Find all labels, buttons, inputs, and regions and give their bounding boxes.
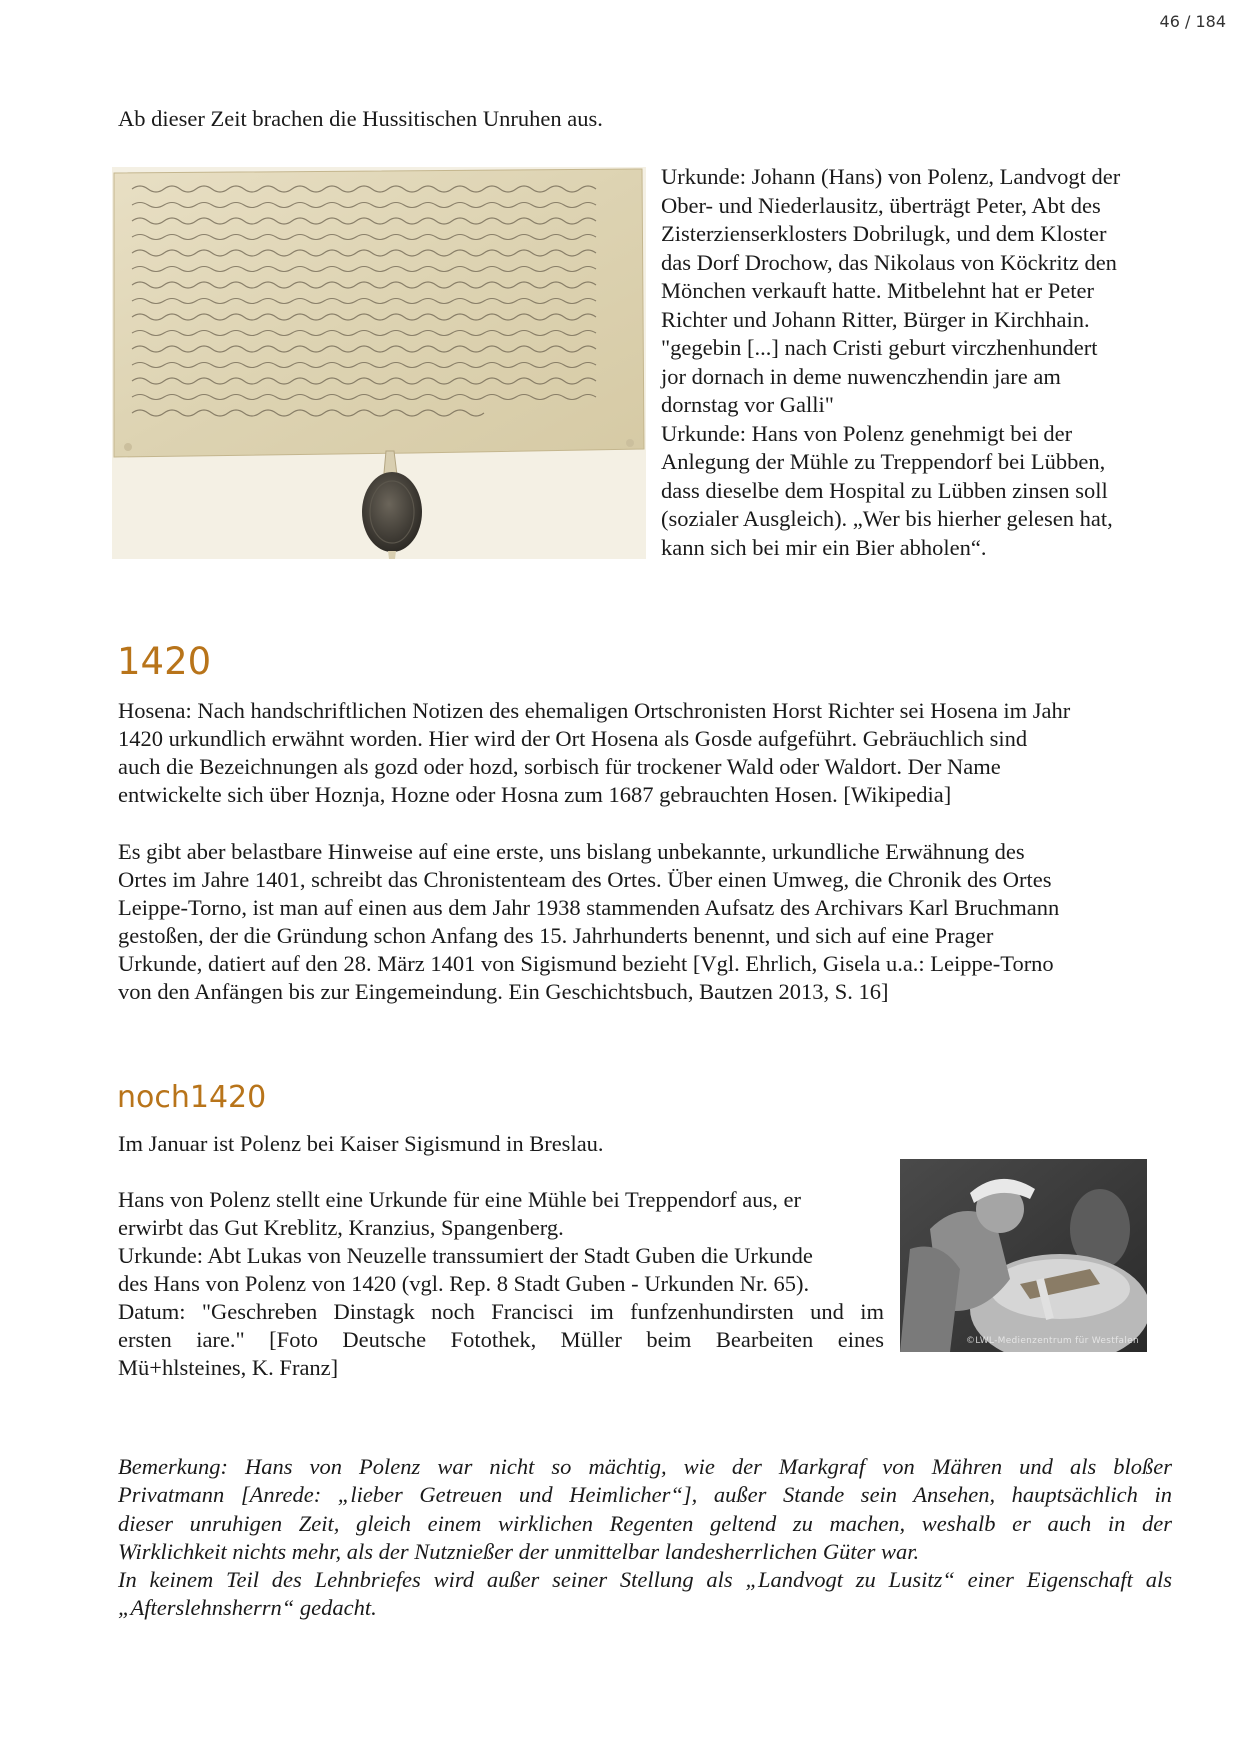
text-line: „Afterslehnsherrn“ gedacht.: [118, 1595, 377, 1621]
charter-line: dornstag vor Galli": [661, 392, 834, 417]
text-line: Leippe-Torno, ist man auf einen aus dem Jahr 1938 stammenden Aufsatz des Archivars Karl Bruchmann: [118, 895, 1060, 920]
text-line: von den Anfängen bis zur Eingemeindung. Ein Geschichtsbuch, Bautzen 2013, S. 16]: [118, 979, 889, 1004]
text-line: Hosena: Nach handschriftlichen Notizen des ehemaligen Ortschronisten Horst Richter sei Hosena im Jahr: [118, 698, 1071, 723]
charter-line: jor dornach in deme nuwenczhendin jare am: [661, 363, 1061, 389]
charter-line: "gegebin [...] nach Cristi geburt virczhenhundert: [661, 335, 1098, 360]
section-heading-1420: 1420: [117, 640, 212, 683]
text-line: Datum: "Geschreben Dinstagk noch Francisci im funfzenhundirsten und im: [118, 1299, 884, 1324]
text-line: Ortes im Jahre 1401, schreibt das Chronistenteam des Ortes. Über einen Umweg, die Chronik des Ortes: [118, 867, 1052, 892]
charter-line: kann sich bei mir ein Bier abholen“.: [661, 534, 987, 560]
text-line: In keinem Teil des Lehnbriefes wird außer seiner Stellung als „Landvogt zu Lusitz“ einer Eigenschaft als: [118, 1567, 1172, 1593]
text-line: Es gibt aber belastbare Hinweise auf eine erste, uns bislang unbekannte, urkundliche Erwähnung des: [118, 839, 1025, 864]
charter-line: Urkunde: Johann (Hans) von Polenz, Landvogt der: [661, 164, 1121, 189]
hosena-paragraph: [118, 697, 1172, 809]
charter-line: Urkunde: Hans von Polenz genehmigt bei der: [661, 420, 1073, 446]
intro-paragraph: Ab dieser Zeit brachen die Hussitischen Unruhen aus.: [118, 106, 603, 131]
text-line: Urkunde, datiert auf den 28. März 1401 von Sigismund bezieht [Vgl. Ehrlich, Gisela u.a.: Leippe-Torno: [118, 951, 1054, 976]
first-mention-paragraph: [118, 838, 1172, 1006]
section-heading-noch1420: noch1420: [117, 1080, 267, 1115]
charter-line: Ober- und Niederlausitz, überträgt Peter, Abt des: [661, 192, 1101, 218]
text-line: Hans von Polenz stellt eine Urkunde für eine Mühle bei Treppendorf aus, er: [118, 1187, 801, 1212]
photo-credit: ©LWL-Medienzentrum für Westfalen: [965, 1336, 1139, 1346]
charter-line: Anlegung der Mühle zu Treppendorf bei Lübben,: [661, 449, 1106, 474]
text-line: entwickelte sich über Hoznja, Hozne oder Hosna zum 1687 gebrauchten Hosen. [Wikipedia]: [118, 782, 952, 807]
breslau-paragraph: Im Januar ist Polenz bei Kaiser Sigismund in Breslau.: [118, 1131, 604, 1156]
text-line: auch die Bezeichnungen als gozd oder hozd, sorbisch für trockener Wald oder Waldort. Der Name: [118, 754, 1001, 779]
text-line: 1420 urkundlich erwähnt worden. Hier wird der Ort Hosena als Gosde aufgeführt. Gebräuchlich sind: [118, 726, 1028, 751]
miller-photo: [900, 1159, 1147, 1352]
text-line: Privatmann [Anrede: „lieber Getreuen und Heimlicher“], außer Stande sein Ansehen, hauptsächlich in: [118, 1482, 1172, 1508]
text-line: des Hans von Polenz von 1420 (vgl. Rep. 8 Stadt Guben - Urkunden Nr. 65).: [118, 1271, 810, 1296]
treppendorf-paragraph: [118, 1186, 884, 1382]
charter-line: Zisterzienserklosters Dobrilugk, und dem Kloster: [661, 221, 1107, 246]
text-line: dieser unruhigen Zeit, gleich einem wirklichen Regenten geltend zu machen, weshalb er auch in der: [118, 1510, 1172, 1536]
page-number: 46 / 184: [1159, 12, 1226, 31]
text-line: Wirklichkeit nichts mehr, als der Nutznießer der unmittelbar landesherrlichen Güter war.: [118, 1538, 920, 1564]
text-line: gestoßen, der die Gründung schon Anfang des 15. Jahrhunderts benennt, und sich auf eine Prager: [118, 923, 994, 948]
text-line: erwirbt das Gut Kreblitz, Kranzius, Spangenberg.: [118, 1215, 564, 1240]
text-line: ersten iare." [Foto Deutsche Fotothek, Müller beim Bearbeiten eines: [118, 1327, 884, 1352]
charter-line: (sozialer Ausgleich). „Wer bis hierher gelesen hat,: [661, 506, 1113, 531]
charter-line: Mönchen verkauft hatte. Mitbelehnt hat er Peter: [661, 278, 1094, 303]
text-line: Bemerkung: Hans von Polenz war nicht so mächtig, wie der Markgraf von Mähren und als bloßer: [118, 1454, 1172, 1479]
charter-line: das Dorf Drochow, das Nikolaus von Köckritz den: [661, 249, 1117, 275]
charter-line: Richter und Johann Ritter, Bürger in Kirchhain.: [661, 306, 1090, 332]
remark-paragraph: [118, 1453, 1172, 1623]
charter-line: dass dieselbe dem Hospital zu Lübben zinsen soll: [661, 477, 1108, 503]
text-line: Mü+hlsteines, K. Franz]: [118, 1355, 339, 1380]
charter-description: [661, 163, 1120, 562]
text-line: Urkunde: Abt Lukas von Neuzelle transsumiert der Stadt Guben die Urkunde: [118, 1243, 813, 1268]
medieval-charter-image: [112, 167, 646, 559]
